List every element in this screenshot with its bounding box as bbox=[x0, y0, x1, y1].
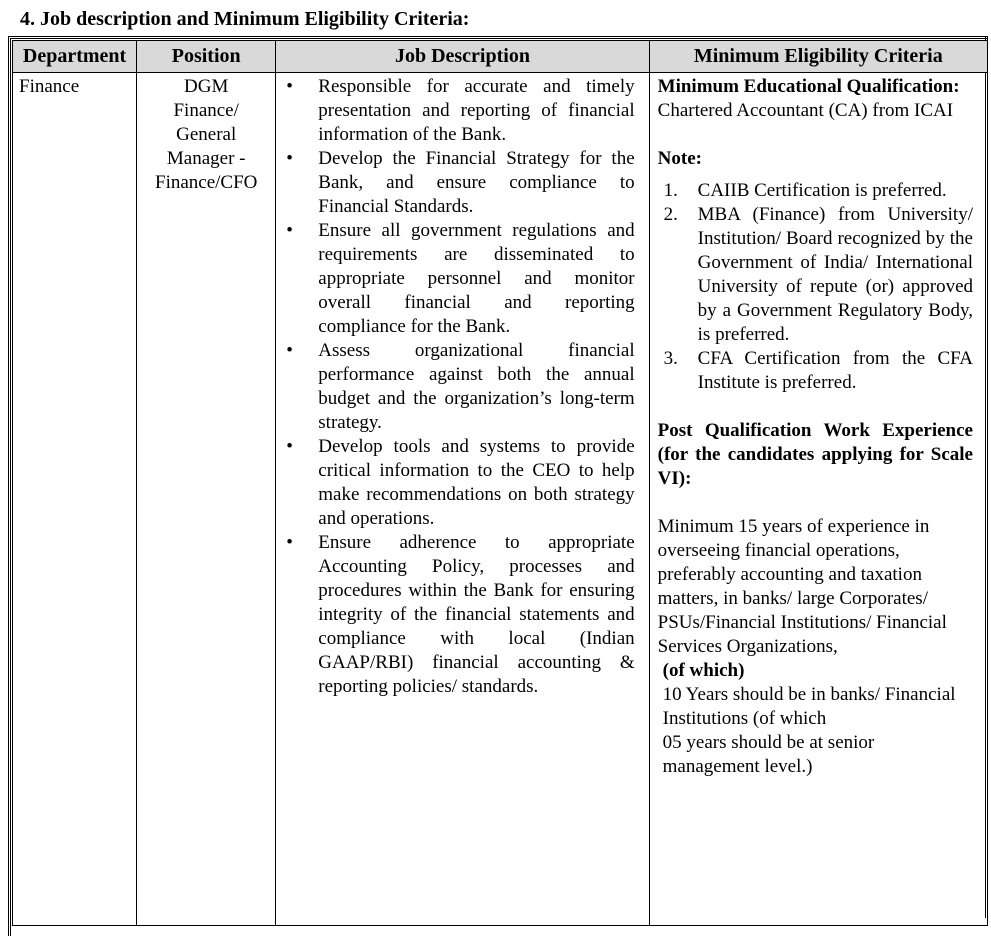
list-item bbox=[658, 203, 973, 347]
department-cell bbox=[13, 73, 137, 926]
section-heading: 4. Job description and Minimum Eligibility Criteria: bbox=[20, 8, 470, 30]
position-line: Finance/CFO bbox=[155, 172, 258, 193]
job-description-cell bbox=[276, 73, 649, 926]
banks-years-text: 10 Years should be in banks/ Financial Institutions (of which bbox=[662, 684, 956, 729]
position-line: Manager - bbox=[166, 148, 246, 169]
list-item bbox=[276, 75, 634, 147]
educational-qualification-label: Minimum Educational Qualification: bbox=[657, 76, 960, 97]
spacer bbox=[658, 171, 973, 179]
eligibility-table bbox=[12, 40, 988, 926]
job-bullet-text: Assess organizational financial performance against both the annual budget and the organization’s long-term strategy. bbox=[318, 340, 635, 433]
note-text: MBA (Finance) from University/ Institution/ Board recognized by the Government of India/ International University of repute (or) approved by a Government Regulatory Body, is preferred. bbox=[697, 204, 973, 345]
header-department: Department bbox=[13, 41, 137, 73]
bullet-icon: • bbox=[286, 148, 293, 169]
table-header-row bbox=[13, 41, 988, 73]
job-bullet-text: Ensure adherence to appropriate Accounting Policy, processes and procedures within the Bank for ensuring integrity of the financial statements and compliance with local (Indian GAAP/RBI) financial accounting & reporting policies/ standards. bbox=[318, 532, 635, 697]
header-position: Position bbox=[137, 41, 276, 73]
bullet-icon: • bbox=[286, 436, 293, 457]
job-bullet-text: Develop tools and systems to provide critical information to the CEO to help make recommendations on both strategy and operations. bbox=[318, 436, 635, 529]
note-number: 2. bbox=[663, 204, 678, 225]
position-cell bbox=[137, 73, 276, 926]
notes-list bbox=[658, 179, 973, 395]
table-row bbox=[13, 73, 988, 926]
spacer bbox=[658, 395, 973, 419]
job-description-list bbox=[276, 75, 634, 699]
job-bullet-text: Ensure all government regulations and requirements are disseminated to appropriate personnel and monitor overall financial and reporting compliance for the Bank. bbox=[318, 220, 635, 337]
header-eligibility-criteria: Minimum Eligibility Criteria bbox=[649, 41, 987, 73]
header-job-description: Job Description bbox=[276, 41, 649, 73]
list-item bbox=[276, 219, 634, 339]
position-line: Finance/ bbox=[173, 100, 239, 121]
list-item bbox=[276, 147, 634, 219]
spacer bbox=[658, 491, 973, 515]
experience-heading: Post Qualification Work Experience (for the candidates applying for Scale VI): bbox=[657, 420, 973, 489]
department-value: Finance bbox=[19, 76, 80, 97]
educational-qualification bbox=[658, 75, 973, 123]
bullet-icon: • bbox=[286, 532, 293, 553]
list-item bbox=[276, 435, 634, 531]
note-text: CAIIB Certification is preferred. bbox=[697, 180, 947, 201]
position-line: DGM bbox=[184, 76, 229, 97]
bullet-icon: • bbox=[286, 340, 293, 361]
note-label: Note: bbox=[657, 148, 702, 169]
note-number: 3. bbox=[663, 348, 678, 369]
spacer bbox=[658, 123, 973, 147]
list-item bbox=[658, 179, 973, 203]
educational-qualification-value: Chartered Accountant (CA) from ICAI bbox=[657, 100, 954, 121]
bullet-icon: • bbox=[286, 76, 293, 97]
note-text: CFA Certification from the CFA Institute is preferred. bbox=[697, 348, 973, 393]
bullet-icon: • bbox=[286, 220, 293, 241]
of-which-label: (of which) bbox=[662, 660, 745, 681]
list-item bbox=[276, 339, 634, 435]
list-item bbox=[276, 531, 634, 699]
position-line: General bbox=[176, 124, 237, 145]
senior-years-text: 05 years should be at senior management level.) bbox=[662, 732, 875, 777]
list-item bbox=[658, 347, 973, 395]
job-bullet-text: Responsible for accurate and timely presentation and reporting of financial information of the Bank. bbox=[318, 76, 635, 145]
job-bullet-text: Develop the Financial Strategy for the Bank, and ensure compliance to Financial Standards. bbox=[318, 148, 635, 217]
experience-text: Minimum 15 years of experience in overseeing financial operations, preferably accounting and taxation matters, in banks/ large Corporates/ PSUs/Financial Institutions/ Financial Services Organizations, bbox=[657, 516, 947, 657]
note-number: 1. bbox=[663, 180, 678, 201]
eligibility-criteria-cell bbox=[649, 73, 987, 926]
